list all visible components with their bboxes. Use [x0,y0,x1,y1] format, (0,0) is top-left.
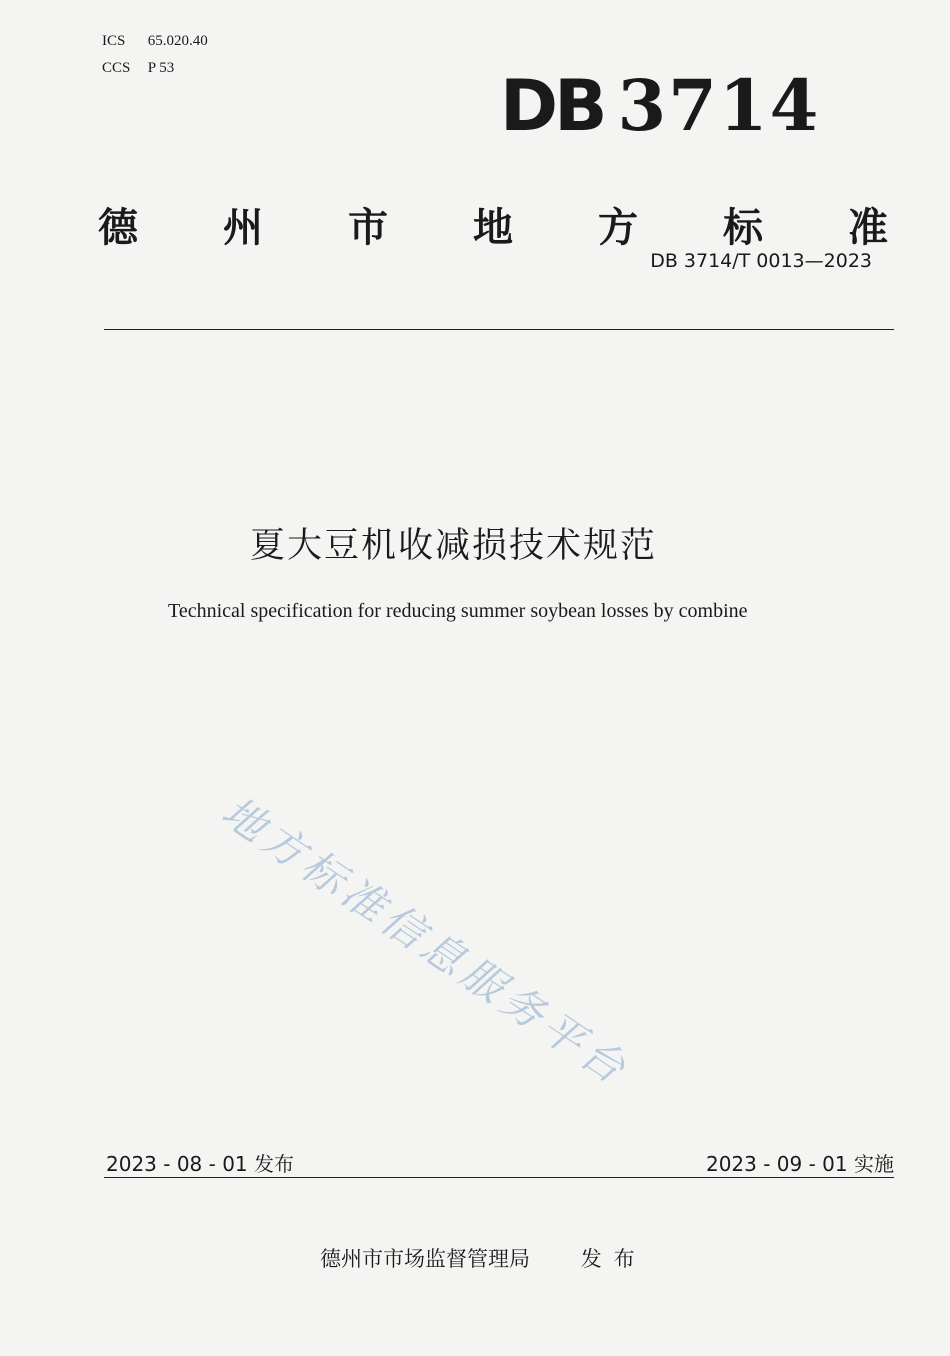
standard-type-heading [98,196,888,253]
ics-line [102,28,208,55]
publisher-action: 发布 [580,1247,647,1271]
standard-type-char: 准 [848,205,888,251]
standard-type-char: 地 [473,205,513,251]
publisher-name: 德州市市场监督管理局 [320,1247,530,1271]
standard-type-char: 市 [348,205,388,251]
ics-code: 65.020.40 [147,33,208,49]
standard-number: DB 3714/T 0013—2023 [650,250,872,272]
bottom-divider [104,1177,894,1178]
db-code-logo [500,64,820,147]
db-prefix: DB [500,65,604,147]
standard-type-char: 德 [98,205,138,251]
ccs-label: CCS [102,60,131,76]
ccs-code: P 53 [147,60,175,76]
db-region-code: 3714 [617,64,821,147]
issue-date: 2023 - 08 - 01 发布 [106,1152,295,1176]
watermark: 地方标准信息服务平台 [213,786,639,1096]
standard-type-char: 标 [723,205,763,251]
title-chinese: 夏大豆机收减损技术规范 [250,526,658,566]
top-divider [104,329,894,330]
title-english: Technical specification for reducing summer soybean losses by combine [168,600,748,622]
publisher-line [320,1243,647,1273]
ccs-line [102,55,208,82]
standard-type-char: 州 [223,205,263,251]
implementation-date: 2023 - 09 - 01 实施 [705,1152,894,1176]
classification-codes [102,28,208,82]
standard-type-char: 方 [598,205,638,251]
ics-label: ICS [102,33,126,49]
